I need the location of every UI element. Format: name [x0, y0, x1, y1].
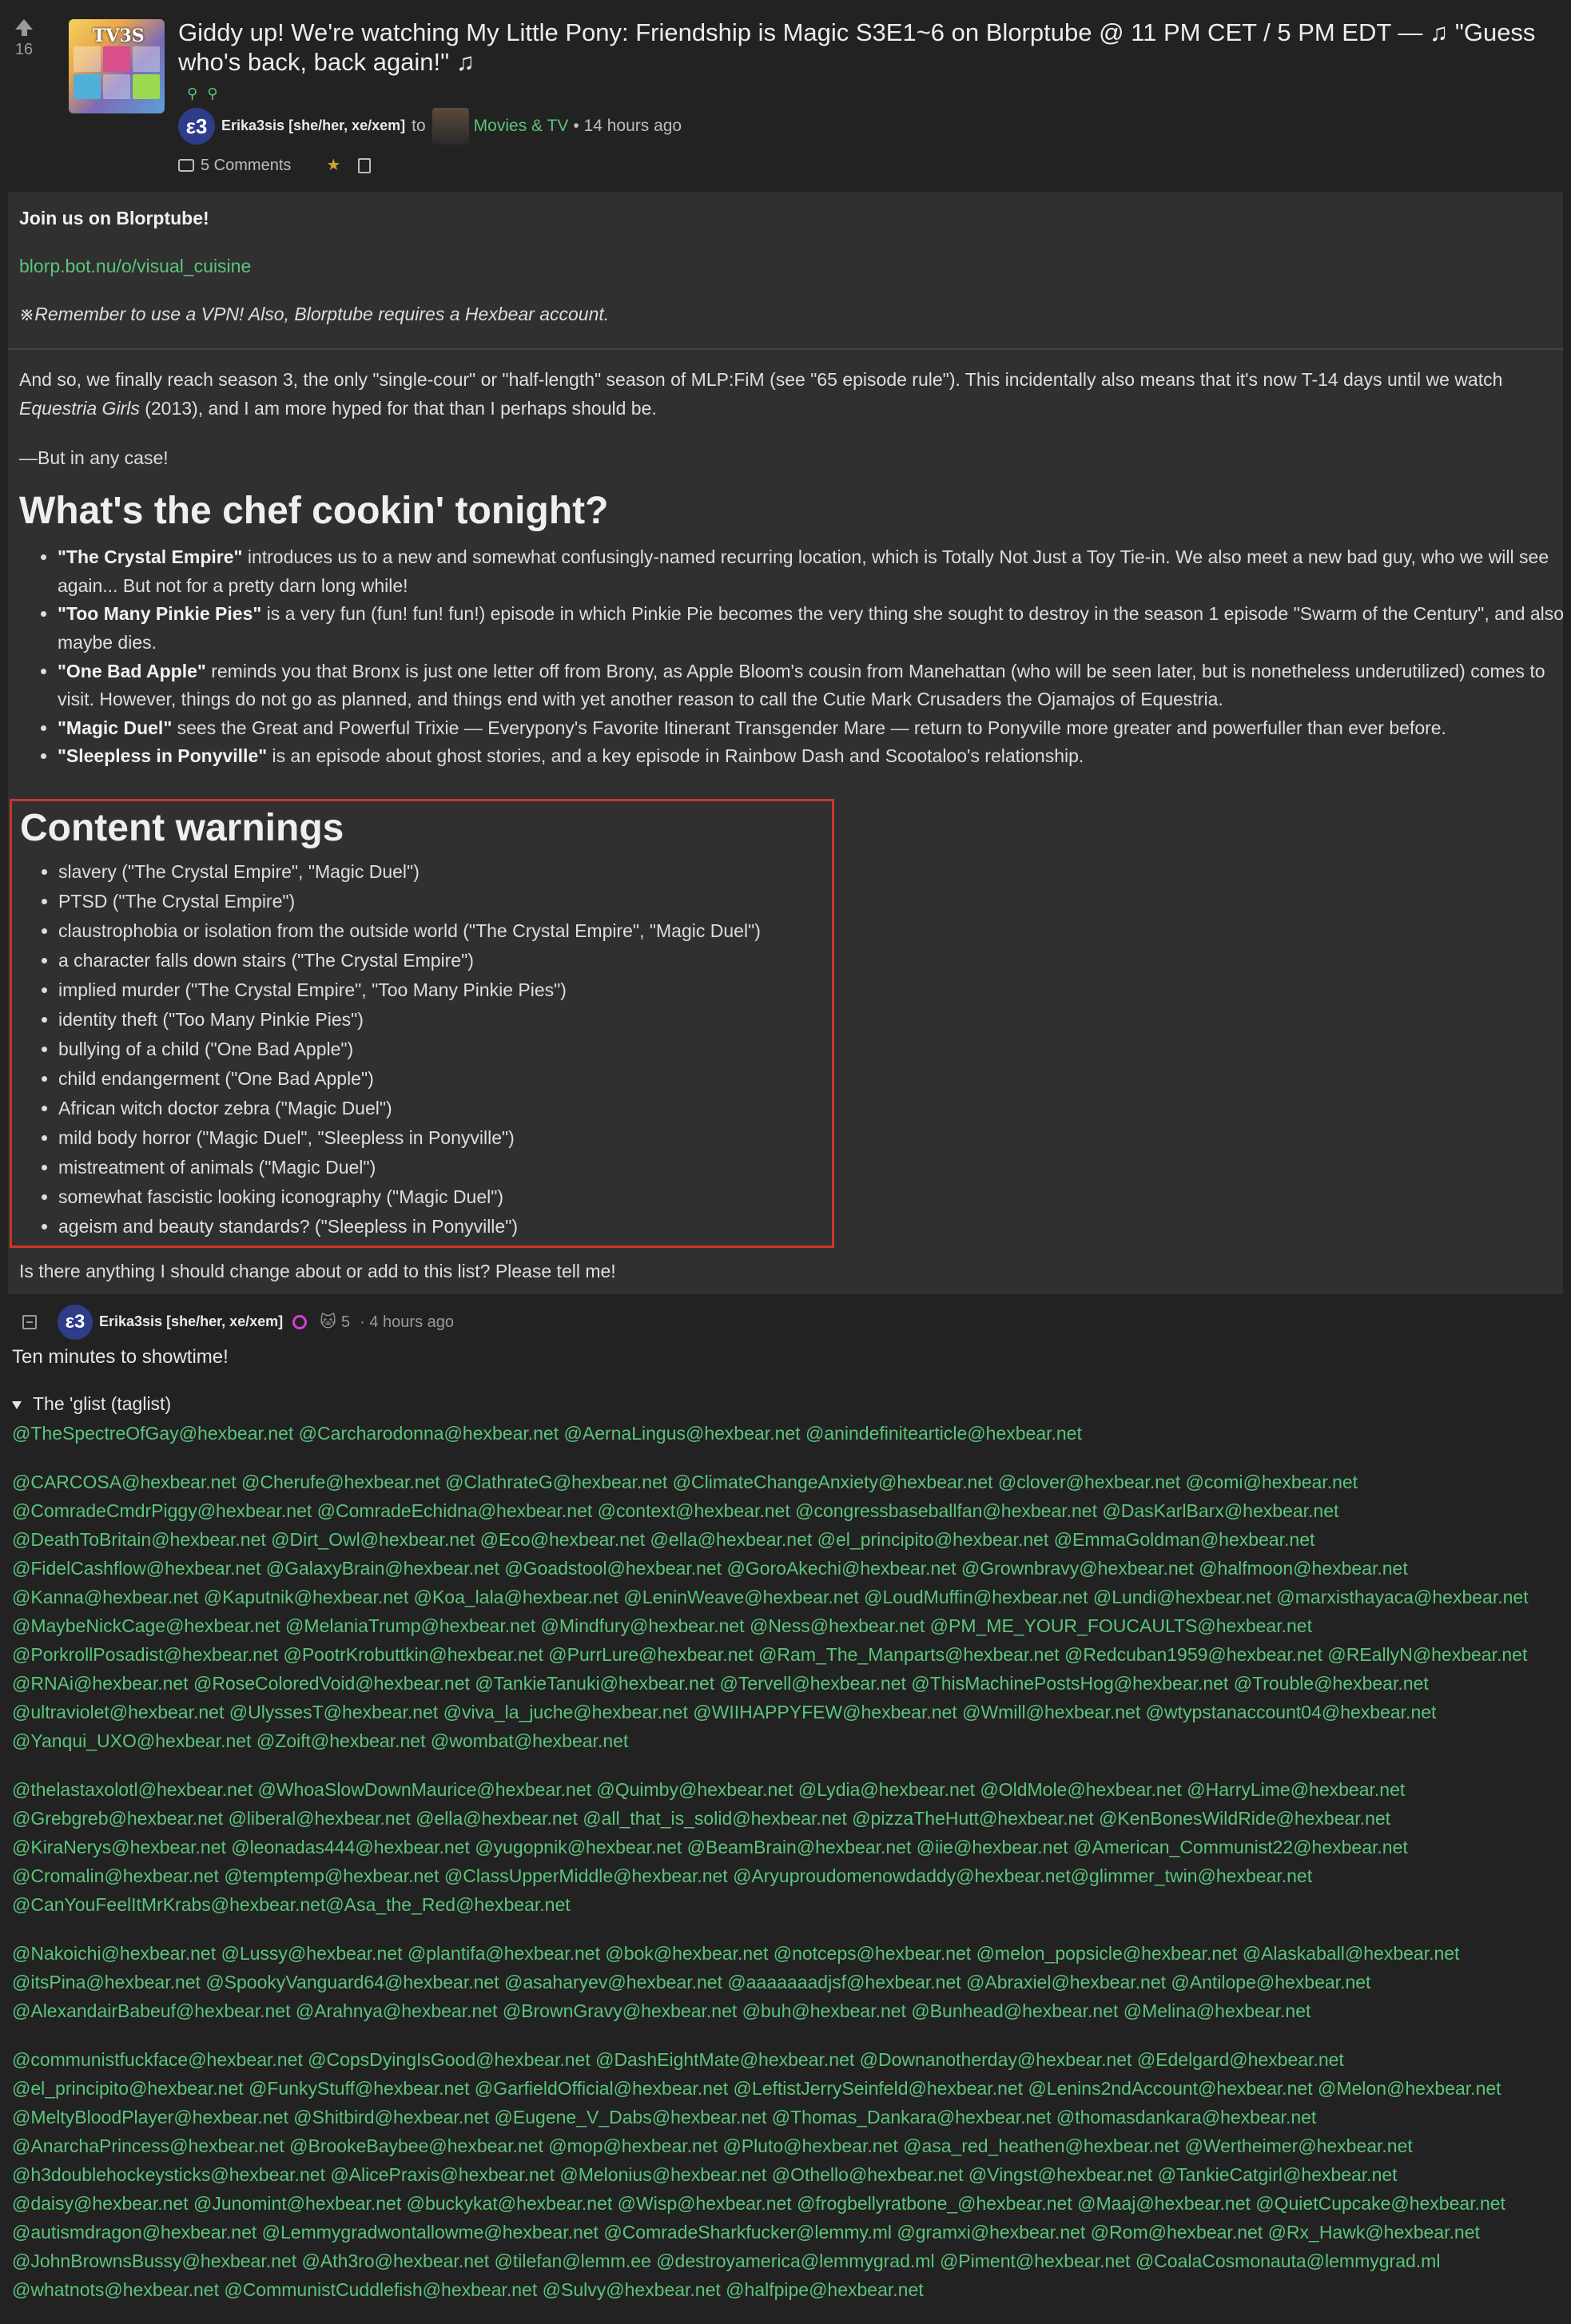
- taglist-group[interactable]: @CARCOSA@hexbear.net @Cherufe@hexbear.net @ClathrateG@hexbear.net @ClimateChangeAnxiety@hexbear.net @clover@hexbear.net @comi@hexbear.net @ComradeCmdrPiggy@hexbear.net @ComradeEchidna@hexbear.net @context@hexbear.net @congressbaseballfan@hexbear.net @DasKarlBarx@hexbear.net @DeathToBritain@hexbear.net @Dirt_Owl@hexbear.net @Eco@hexbear.net @ella@hexbear.net @el_principito@hexbear.net @EmmaGoldman@hexbear.net @FidelCashflow@hexbear.net @GalaxyBrain@hexbear.net @Goadstool@hexbear.net @GoroAkechi@hexbear.net @Grownbravy@hexbear.net @halfmoon@hexbear.net @Kanna@hexbear.net @Kaputnik@hexbear.net @Koa_lala@hexbear.net @LeninWeave@hexbear.net @LoudMuffin@hexbear.net @Lundi@hexbear.net @marxisthayaca@hexbear.net @MaybeNickCage@hexbear.net @MelaniaTrump@hexbear.net @Mindfury@hexbear.net @Ness@hexbear.net @PM_ME_YOUR_FOUCAULTS@hexbear.net @PorkrollPosadist@hexbear.net @PootrKrobuttkin@hexbear.net @PurrLure@hexbear.net @Ram_The_Manparts@hexbear.net @Redcuban1959@hexbear.net @REallyN@hexbear.net @RNAi@hexbear.net @RoseColoredVoid@hexbear.net @TankieTanuki@hexbear.net @Tervell@hexbear.net @ThisMachinePostsHog@hexbear.net @Trouble@hexbear.net @ultraviolet@hexbear.net @UlyssesT@hexbear.net @viva_la_juche@hexbear.net @WIIHAPPYFEW@hexbear.net @Wmill@hexbear.net @wtypstanaccount04@hexbear.net @Yanqui_UXO@hexbear.net @Zoift@hexbear.net @wombat@hexbear.net: [12, 1472, 1529, 1751]
- op-badge-icon: [292, 1315, 307, 1329]
- taglist: [12, 1419, 1558, 2324]
- list-item: • African witch doctor zebra ("Magic Duel"): [58, 1094, 857, 1123]
- blorptube-link-text[interactable]: blorp.bot.nu/o/visual_cuisine: [19, 256, 252, 276]
- thumbnail-collage: [74, 46, 160, 99]
- taglist-toggle[interactable]: [12, 1390, 171, 1419]
- post-author[interactable]: Erika3sis [she/her, xe/xem]: [221, 117, 406, 134]
- transition-text: —But in any case!: [19, 447, 169, 468]
- disclosure-triangle-icon[interactable]: [12, 1401, 22, 1409]
- comments-button[interactable]: [178, 153, 308, 178]
- post-header: [0, 0, 1571, 192]
- join-heading: Join us on Blorptube!: [19, 208, 209, 228]
- list-item: • somewhat fascistic looking iconography ("Magic Duel"): [58, 1182, 857, 1212]
- vote-widget: [11, 19, 37, 62]
- comment-header: [22, 1302, 454, 1342]
- avatar[interactable]: ε3: [178, 108, 215, 145]
- content-warnings-heading: Content warnings: [20, 807, 344, 849]
- episode-list: [19, 543, 1571, 771]
- list-item: • a character falls down stairs ("The Crystal Empire"): [58, 946, 857, 975]
- list-item: • "Too Many Pinkie Pies" is a very fun (fun! fun! fun!) episode in which Pinkie Pie becomes the very thing she sought to destroy in the season 1 episode "Swarm of the Century", and also maybe dies.: [58, 600, 1571, 657]
- to-label: to: [412, 116, 426, 135]
- upvote-arrow-icon[interactable]: [15, 19, 33, 30]
- community-link[interactable]: Movies & TV: [473, 116, 569, 135]
- list-item: • ageism and beauty standards? ("Sleepless in Ponyville"): [58, 1212, 857, 1241]
- content-warnings-list: [20, 857, 857, 1241]
- view-source-icon[interactable]: [358, 158, 371, 173]
- comment-text: Ten minutes to showtime!: [12, 1346, 229, 1368]
- avatar[interactable]: ε3: [58, 1305, 93, 1340]
- pin-icon: ⚲: [187, 85, 198, 101]
- list-item: • implied murder ("The Crystal Empire", "Too Many Pinkie Pies"): [58, 975, 857, 1005]
- taglist-group[interactable]: @TheSpectreOfGay@hexbear.net @Carcharodonna@hexbear.net @AernaLingus@hexbear.net @anindefinitearticle@hexbear.net: [12, 1423, 1082, 1444]
- list-item: • mild body horror ("Magic Duel", "Sleepless in Ponyville"): [58, 1123, 857, 1153]
- post-byline: [178, 109, 682, 144]
- pin-icon: ⚲: [207, 85, 218, 101]
- list-item: • "Sleepless in Ponyville" is an episode about ghost stories, and a key episode in Rainbow Dash and Scootaloo's relationship.: [58, 742, 1571, 771]
- comments-count: 5 Comments: [201, 156, 292, 174]
- list-item: • mistreatment of animals ("Magic Duel"): [58, 1153, 857, 1182]
- post-thumbnail[interactable]: [69, 19, 165, 113]
- list-item: • identity theft ("Too Many Pinkie Pies"): [58, 1005, 857, 1035]
- taglist-group[interactable]: @communistfuckface@hexbear.net @CopsDyingIsGood@hexbear.net @DashEightMate@hexbear.net @Downanotherday@hexbear.net @Edelgard@hexbear.net @el_principito@hexbear.net @FunkyStuff@hexbear.net @GarfieldOfficial@hexbear.net @LeftistJerrySeinfeld@hexbear.net @Lenins2ndAccount@hexbear.net @Melon@hexbear.net @MeltyBloodPlayer@hexbear.net @Shitbird@hexbear.net @Eugene_V_Dabs@hexbear.net @Thomas_Dankara@hexbear.net @thomasdankara@hexbear.net @AnarchaPrincess@hexbear.net @BrookeBaybee@hexbear.net @mop@hexbear.net @Pluto@hexbear.net @asa_red_heathen@hexbear.net @Wertheimer@hexbear.net @h3doublehockeysticks@hexbear.net @AlicePraxis@hexbear.net @Melonius@hexbear.net @Othello@hexbear.net @Vingst@hexbear.net @TankieCatgirl@hexbear.net @daisy@hexbear.net @Junomint@hexbear.net @buckykat@hexbear.net @Wisp@hexbear.net @frogbellyratbone_@hexbear.net @Maaj@hexbear.net @QuietCupcake@hexbear.net @autismdragon@hexbear.net @Lemmygradwontallowme@hexbear.net @ComradeSharkfucker@lemmy.ml @gramxi@hexbear.net @Rom@hexbear.net @Rx_Hawk@hexbear.net @JohnBrownsBussy@hexbear.net @Ath3ro@hexbear.net @tilefan@lemm.ee @destroyamerica@lemmygrad.ml @Piment@hexbear.net @CoalaCosmonauta@lemmygrad.ml @whatnots@hexbear.net @CommunistCuddlefish@hexbear.net @Sulvy@hexbear.net @halfpipe@hexbear.net: [12, 2049, 1505, 2300]
- divider: [8, 348, 1563, 350]
- thumbnail-label: TV3S: [93, 26, 145, 46]
- upvote-arrow-stem[interactable]: [22, 30, 27, 36]
- closing-question: Is there anything I should change about or add to this list? Please tell me!: [19, 1261, 616, 1281]
- list-item: • "Magic Duel" sees the Great and Powerful Trixie — Everypony's Favorite Itinerant Transgender Mare — return to Ponyville more greater and powerfuller than ever before.: [58, 714, 1571, 743]
- comment-score: 5: [341, 1313, 351, 1331]
- cat-icon: 🐱: [320, 1313, 337, 1331]
- pin-icons: [187, 83, 227, 105]
- collapse-icon[interactable]: [22, 1315, 37, 1329]
- list-item: • "One Bad Apple" reminds you that Bronx is just one letter off from Brony, as Apple Bloom's cousin from Manehattan (who will be seen later, but is nonetheless underutilized) comes to visit. However, things do not go as planned, and things end with yet another reason to call the Cutie Mark Crusaders the Ojamajos of Equestria.: [58, 657, 1571, 714]
- list-item: • claustrophobia or isolation from the outside world ("The Crystal Empire", "Magic Duel"): [58, 916, 857, 946]
- post-score: 16: [14, 41, 34, 58]
- post-body: [8, 192, 1563, 1294]
- list-item: • PTSD ("The Crystal Empire"): [58, 887, 857, 916]
- comment: [0, 1294, 1571, 2309]
- list-item: • bullying of a child ("One Bad Apple"): [58, 1035, 857, 1064]
- taglist-group[interactable]: @Nakoichi@hexbear.net @Lussy@hexbear.net @plantifa@hexbear.net @bok@hexbear.net @notceps@hexbear.net @melon_popsicle@hexbear.net @Alaskaball@hexbear.net @itsPina@hexbear.net @SpookyVanguard64@hexbear.net @asaharyev@hexbear.net @aaaaaaadjsf@hexbear.net @Abraxiel@hexbear.net @Antilope@hexbear.net @AlexandairBabeuf@hexbear.net @Arahnya@hexbear.net @BrownGravy@hexbear.net @buh@hexbear.net @Bunhead@hexbear.net @Melina@hexbear.net: [12, 1943, 1460, 2021]
- list-item: • slavery ("The Crystal Empire", "Magic Duel"): [58, 857, 857, 887]
- taglist-summary[interactable]: The 'glist (taglist): [33, 1393, 172, 1414]
- list-item: • "The Crystal Empire" introduces us to a new and somewhat confusingly-named recurring location, which is Totally Not Just a Toy Tie-in. We also meet a new bad guy, who we will see again... But not for a pretty darn long while!: [58, 543, 1571, 600]
- post-time: • 14 hours ago: [573, 116, 682, 135]
- episodes-heading: What's the chef cookin' tonight?: [19, 490, 609, 532]
- taglist-group[interactable]: @thelastaxolotl@hexbear.net @WhoaSlowDownMaurice@hexbear.net @Quimby@hexbear.net @Lydia@hexbear.net @OldMole@hexbear.net @HarryLime@hexbear.net @Grebgreb@hexbear.net @liberal@hexbear.net @ella@hexbear.net @all_that_is_solid@hexbear.net @pizzaTheHutt@hexbear.net @KenBonesWildRide@hexbear.net @KiraNerys@hexbear.net @leonadas444@hexbear.net @yugopnik@hexbear.net @BeamBrain@hexbear.net @iie@hexbear.net @American_Communist22@hexbear.net @Cromalin@hexbear.net @temptemp@hexbear.net @ClassUpperMiddle@hexbear.net @Aryuproudomenowdaddy@hexbear.net@glimmer_twin@hexbear.net @CanYouFeelItMrKrabs@hexbear.net@Asa_the_Red@hexbear.net: [12, 1779, 1408, 1915]
- comment-icon: [178, 159, 194, 172]
- equestria-girls-title: Equestria Girls: [19, 397, 140, 419]
- post-title[interactable]: Giddy up! We're watching My Little Pony: Friendship is Magic S3E1~6 on Blorptube @ 11 PM CET / 5 PM EDT — ♫ "Guess who's back, back again!" ♫: [178, 18, 1536, 76]
- content-warnings-box: [10, 799, 834, 1248]
- community-icon[interactable]: [432, 108, 469, 145]
- list-item: • child endangerment ("One Bad Apple"): [58, 1064, 857, 1094]
- post-actions: [178, 153, 388, 177]
- vpn-note: ※Remember to use a VPN! Also, Blorptube requires a Hexbear account.: [19, 304, 610, 324]
- comment-time: · 4 hours ago: [360, 1313, 454, 1331]
- star-icon[interactable]: ★: [326, 156, 341, 174]
- comment-author[interactable]: Erika3sis [she/her, xe/xem]: [99, 1313, 284, 1330]
- intro-paragraph: And so, we finally reach season 3, the only "single-cour" or "half-length" season of MLP:FiM (see "65 episode rule"). This incidentally also means that it's now T-14 days until we watch Equestria Girls (2013), and I am more hyped for that than I perhaps should be.: [19, 369, 1503, 419]
- blorptube-link[interactable]: [19, 252, 251, 281]
